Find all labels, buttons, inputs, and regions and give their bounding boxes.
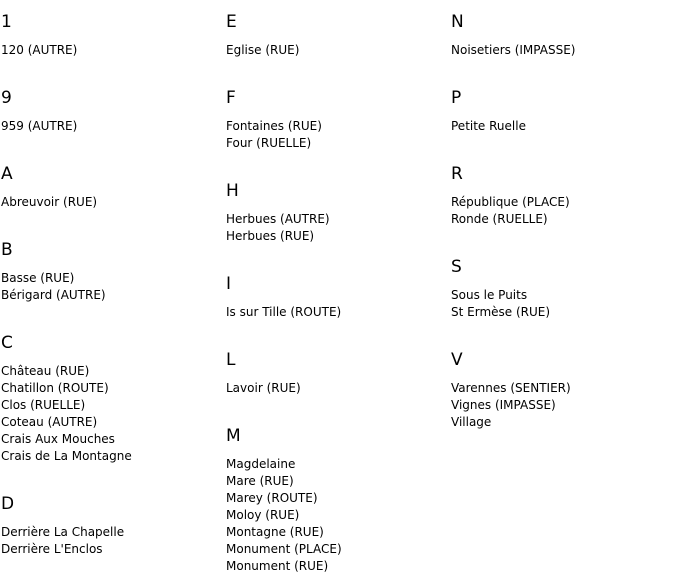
street-link[interactable]: Four (RUELLE) [226,136,312,150]
street-link[interactable]: Coteau (AUTRE) [1,415,98,429]
street-list [451,118,671,135]
street-list [226,304,446,321]
letter-heading: B [1,240,13,260]
street-list [226,380,446,397]
street-link[interactable]: Château (RUE) [1,364,90,378]
street-link[interactable]: Monument (PLACE) [226,542,342,556]
street-list [451,194,671,228]
letter-heading: S [451,257,462,277]
street-link[interactable]: Bérigard (AUTRE) [1,288,106,302]
letter-heading: F [226,88,236,108]
letter-heading: 9 [1,88,12,108]
street-list [1,42,221,59]
letter-heading: D [1,494,15,514]
street-list [226,211,446,245]
letter-heading: L [226,350,236,370]
street-link[interactable]: Eglise (RUE) [226,43,300,57]
index-column-2 [226,0,446,575]
letter-group [451,245,671,321]
street-list [451,380,671,431]
letter-heading: V [451,350,463,370]
letter-group [451,0,671,59]
street-link[interactable]: Monument (RUE) [226,559,329,573]
letter-group [451,152,671,228]
street-link[interactable]: Noisetiers (IMPASSE) [451,43,576,57]
street-list [226,456,446,575]
letter-group [226,76,446,152]
street-link[interactable]: Derrière L'Enclos [1,542,103,556]
letter-heading: N [451,12,464,32]
street-list [1,270,221,304]
street-link[interactable]: République (PLACE) [451,195,570,209]
letter-group [1,152,221,211]
street-link[interactable]: Mare (RUE) [226,474,294,488]
street-link[interactable]: Herbues (AUTRE) [226,212,330,226]
letter-group [226,262,446,321]
street-link[interactable]: Ronde (RUELLE) [451,212,548,226]
letter-heading: 1 [1,12,12,32]
index-column-3 [451,0,671,448]
street-link[interactable]: Marey (ROUTE) [226,491,318,505]
letter-heading: M [226,426,241,446]
street-link[interactable]: Chatillon (ROUTE) [1,381,109,395]
street-link[interactable]: Basse (RUE) [1,271,75,285]
street-link[interactable]: Derrière La Chapelle [1,525,125,539]
letter-heading: R [451,164,463,184]
street-link[interactable]: Abreuvoir (RUE) [1,195,98,209]
letter-group [1,76,221,135]
street-link[interactable]: Montagne (RUE) [226,525,324,539]
street-link[interactable]: Village [451,415,492,429]
street-link[interactable]: St Ermèse (RUE) [451,305,551,319]
letter-group [226,414,446,575]
street-link[interactable]: Varennes (SENTIER) [451,381,571,395]
letter-heading: E [226,12,237,32]
street-link[interactable]: 959 (AUTRE) [1,119,78,133]
letter-heading: H [226,181,239,201]
letter-heading: I [226,274,232,294]
street-link[interactable]: Petite Ruelle [451,119,526,133]
letter-group [1,321,221,465]
street-link[interactable]: Crais de La Montagne [1,449,132,463]
street-list [1,363,221,465]
street-link[interactable]: Lavoir (RUE) [226,381,301,395]
letter-heading: P [451,88,462,108]
street-list [1,118,221,135]
letter-group [226,0,446,59]
street-link[interactable]: Vignes (IMPASSE) [451,398,556,412]
index-column-1 [1,0,221,575]
street-list [1,524,221,558]
letter-group [1,228,221,304]
street-list [451,287,671,321]
letter-group [451,76,671,135]
street-list [226,118,446,152]
street-link[interactable]: 120 (AUTRE) [1,43,78,57]
letter-group [451,338,671,431]
letter-group [226,338,446,397]
street-link[interactable]: Crais Aux Mouches [1,432,115,446]
street-link[interactable]: Clos (RUELLE) [1,398,86,412]
street-list [1,194,221,211]
street-link[interactable]: Is sur Tille (ROUTE) [226,305,342,319]
letter-heading: A [1,164,13,184]
letter-group [1,482,221,558]
street-link[interactable]: Sous le Puits [451,288,528,302]
street-link[interactable]: Fontaines (RUE) [226,119,322,133]
street-list [451,42,671,59]
street-link[interactable]: Moloy (RUE) [226,508,300,522]
letter-group [1,0,221,59]
street-link[interactable]: Herbues (RUE) [226,229,315,243]
letter-group [226,169,446,245]
letter-heading: C [1,333,13,353]
street-link[interactable]: Magdelaine [226,457,296,471]
street-list [226,42,446,59]
